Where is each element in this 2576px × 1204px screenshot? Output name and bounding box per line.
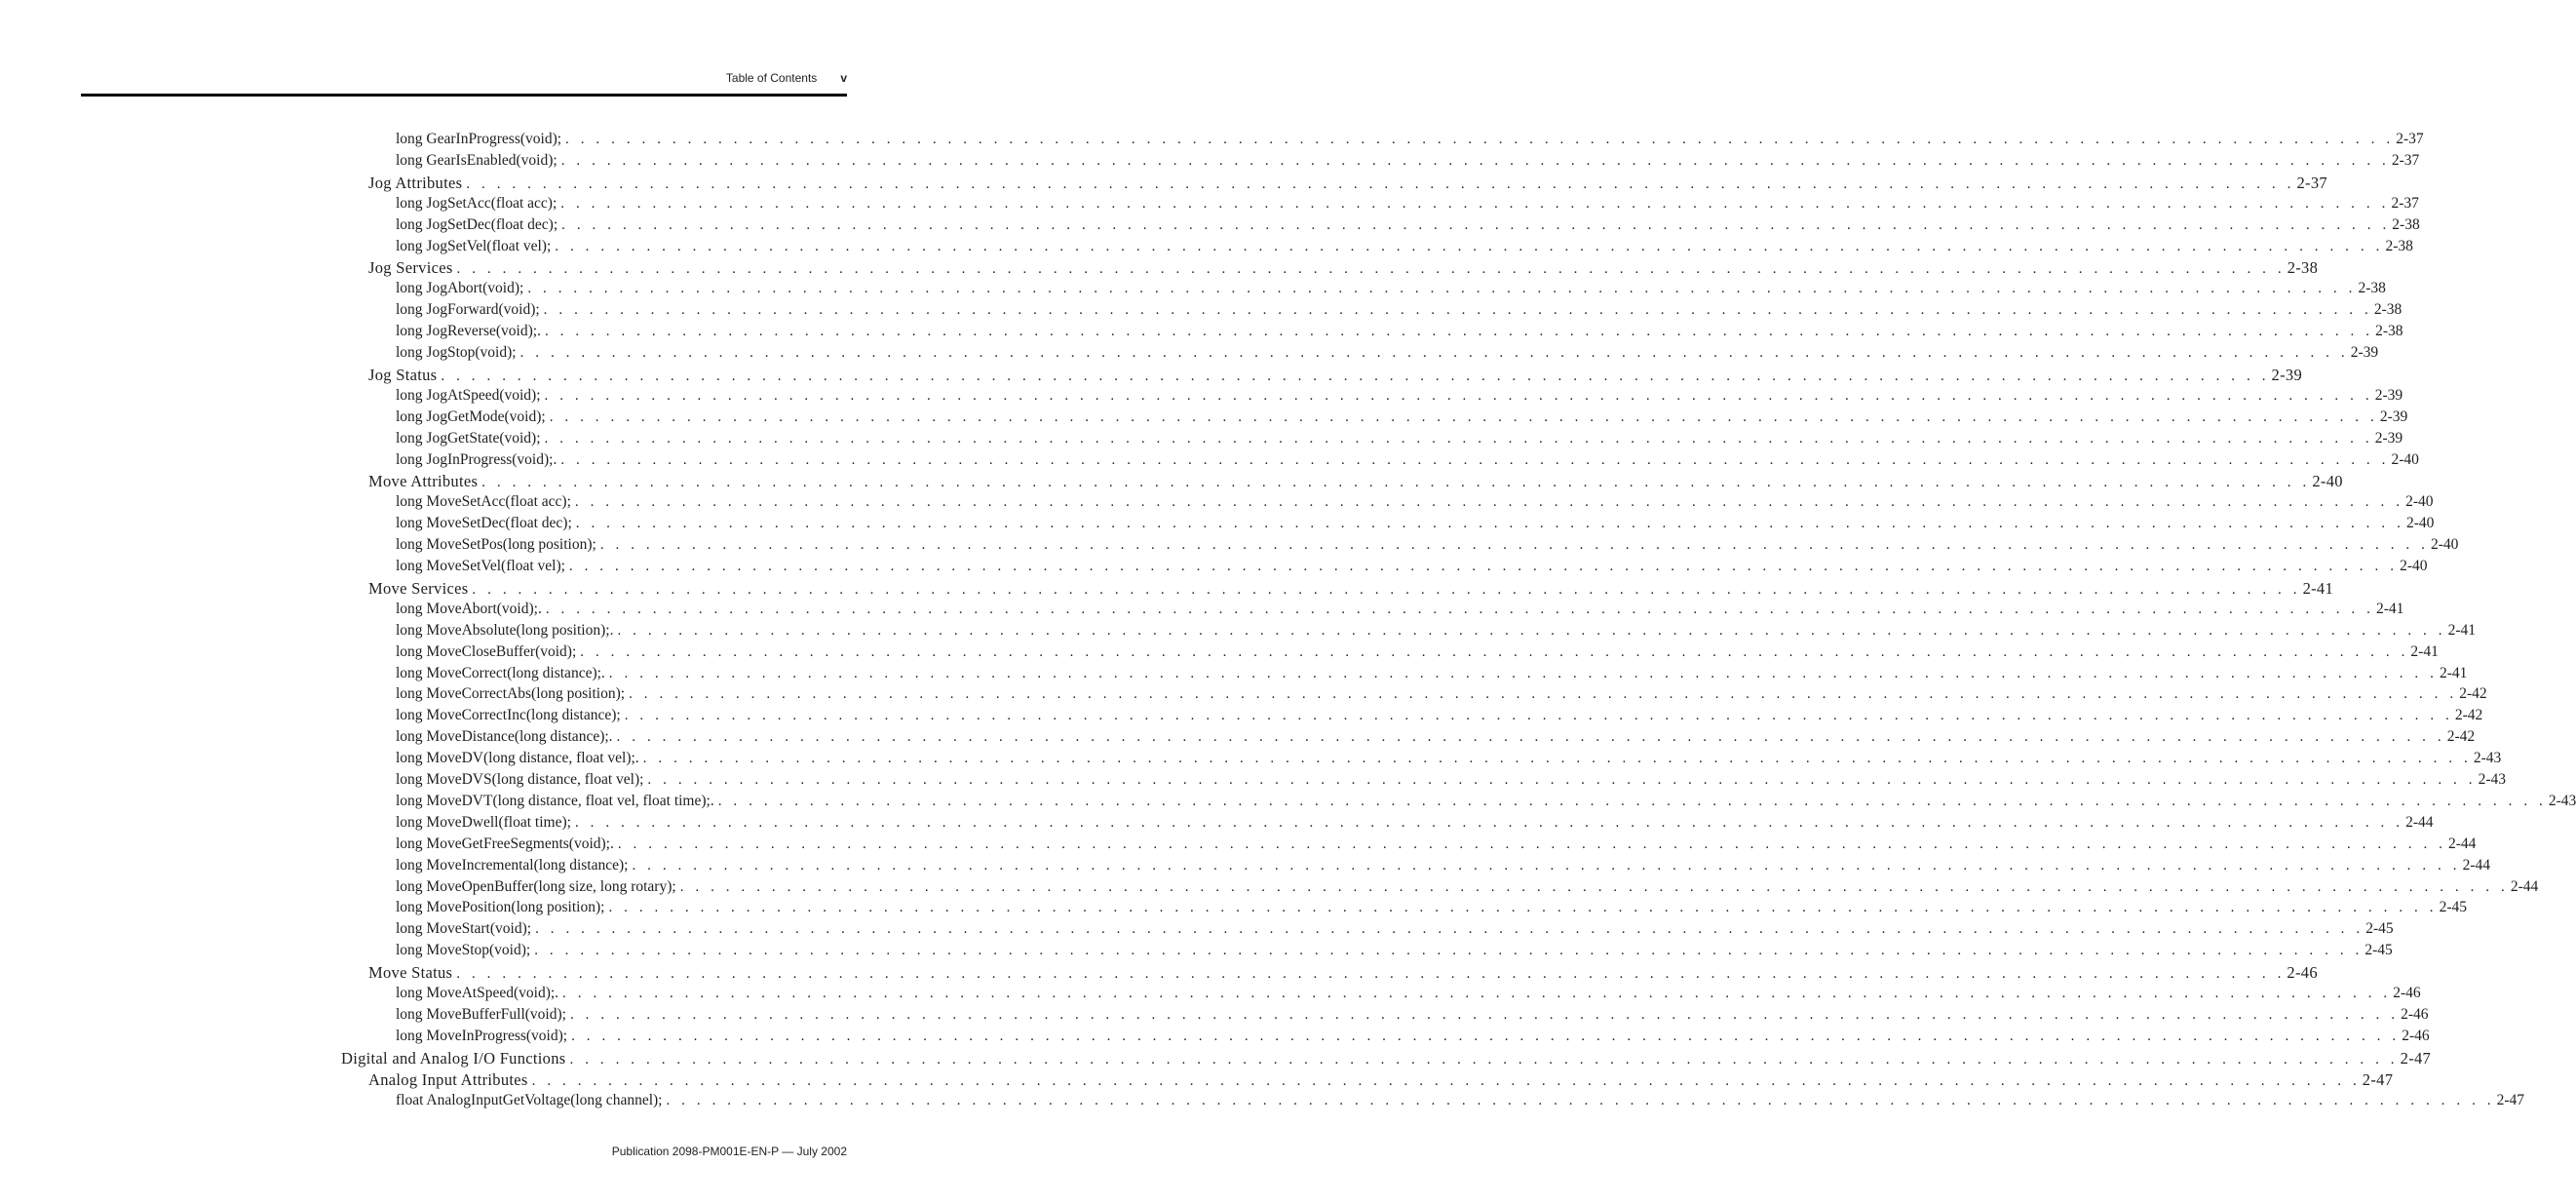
- dot-leader: . . . . . . . . . . . . . . . . . . . . . . . . . . . . . . . . . . . . . . . . . . . . . . . . . . . . . . . . . . . . . . . . . . . . . . . . . . . . . . . . . . . . . . . . . . . . . . . . . . . . . . . . . . . . . . . . . . . . . . . .: [608, 665, 2438, 681]
- dot-leader: . . . . . . . . . . . . . . . . . . . . . . . . . . . . . . . . . . . . . . . . . . . . . . . . . . . . . . . . . . . . . . . . . . . . . . . . . . . . . . . . . . . . . . . . . . . . . . . . . . . . . . . . . . . . . . . . . . . . . . . .: [642, 751, 2472, 767]
- toc-entry: [341, 1048, 2432, 1070]
- toc-entry: [396, 515, 2435, 536]
- dot-leader: . . . . . . . . . . . . . . . . . . . . . . . . . . . . . . . . . . . . . . . . . . . . . . . . . . . . . . . . . . . . . . . . . . . . . . . . . . . . . . . . . . . . . . . . . . . . . . . . . . . . . . . . . . . . . . . . . . . . . . . .: [456, 261, 2286, 278]
- toc-entry: [368, 365, 2302, 387]
- dot-leader: . . . . . . . . . . . . . . . . . . . . . . . . . . . . . . . . . . . . . . . . . . . . . . . . . . . . . . . . . . . . . . . . . . . . . . . . . . . . . . . . . . . . . . . . . . . . . . . . . . . . . . . . . . . . . . . . . . . . . . . .: [599, 537, 2429, 554]
- dot-leader: . . . . . . . . . . . . . . . . . . . . . . . . . . . . . . . . . . . . . . . . . . . . . . . . . . . . . . . . . . . . . . . . . . . . . . . . . . . . . . . . . . . . . . . . . . . . . . . . . . . . . . . . . . . . . . . . . . . . . . . .: [617, 835, 2447, 852]
- toc-entry-page: 2-37: [2391, 194, 2419, 212]
- toc-entry-page: 2-42: [2459, 685, 2487, 703]
- toc-entry: [396, 600, 2404, 622]
- toc-entry-page: 2-47: [2496, 1091, 2525, 1108]
- running-header: [726, 71, 847, 85]
- toc-entry-title: Digital and Analog I/O Functions: [341, 1048, 566, 1068]
- toc-entry: [396, 1091, 2525, 1113]
- toc-entry-page: 2-45: [2439, 899, 2468, 916]
- toc-entry: [396, 280, 2386, 301]
- toc-entry-page: 2-40: [2430, 536, 2459, 554]
- toc-entry-title: long JogSetDec(float dec);: [396, 215, 558, 233]
- toc-entry: [396, 942, 2393, 963]
- toc-entry-page: 2-39: [2374, 429, 2403, 447]
- toc-entry-page: 2-47: [2400, 1048, 2432, 1068]
- toc-entry-title: long MoveSetVel(float vel);: [396, 558, 565, 574]
- toc-entry: [396, 877, 2539, 900]
- toc-entry-title: long MoveDwell(float time);: [396, 813, 571, 831]
- dot-leader: . . . . . . . . . . . . . . . . . . . . . . . . . . . . . . . . . . . . . . . . . . . . . . . . . . . . . . . . . . . . . . . . . . . . . . . . . . . . . . . . . . . . . . . . . . . . . . . . . . . . . . . . . . . . . . . . . . . . . . . .: [466, 175, 2295, 192]
- toc-entry-page: 2-46: [2287, 963, 2318, 983]
- dot-leader: . . . . . . . . . . . . . . . . . . . . . . . . . . . . . . . . . . . . . . . . . . . . . . . . . . . . . . . . . . . . . . . . . . . . . . . . . . . . . . . . . . . . . . . . . . . . . . . . . . . . . . . . . . . . . . . . . . . . . . . .: [565, 132, 2395, 147]
- toc-entry-page: 2-38: [2373, 301, 2403, 319]
- toc-entry-page: 2-44: [2448, 835, 2477, 852]
- toc-entry: [368, 963, 2318, 985]
- dot-leader: . . . . . . . . . . . . . . . . . . . . . . . . . . . . . . . . . . . . . . . . . . . . . . . . . . . . . . . . . . . . . . . . . . . . . . . . . . . . . . . . . . . . . . . . . . . . . . . . . . . . . . . . . . . . . . . . . . . . . . . .: [679, 878, 2509, 895]
- dot-leader: . . . . . . . . . . . . . . . . . . . . . . . . . . . . . . . . . . . . . . . . . . . . . . . . . . . . . . . . . . . . . . . . . . . . . . . . . . . . . . . . . . . . . . . . . . . . . . . . . . . . . . . . . . . . . . . . . . . . . . . .: [531, 1072, 2361, 1089]
- toc-entry-page: 2-39: [2271, 365, 2302, 384]
- toc-entry-title: long MoveAtSpeed(void);.: [396, 985, 559, 1001]
- dot-leader: . . . . . . . . . . . . . . . . . . . . . . . . . . . . . . . . . . . . . . . . . . . . . . . . . . . . . . . . . . . . . . . . . . . . . . . . . . . . . . . . . . . . . . . . . . . . . . . . . . . . . . . . . . . . . . . . . . . . . . . .: [545, 601, 2374, 617]
- toc-entry-page: 2-41: [2447, 621, 2477, 639]
- publication-footer: Publication 2098-PM001E-EN-P — July 2002: [611, 1145, 847, 1158]
- toc-entry: [396, 237, 2413, 259]
- toc-entry-title: long MoveOpenBuffer(long size, long rotary);: [396, 877, 676, 895]
- toc-entry-title: long JogReverse(void);.: [396, 323, 541, 340]
- dot-leader: . . . . . . . . . . . . . . . . . . . . . . . . . . . . . . . . . . . . . . . . . . . . . . . . . . . . . . . . . . . . . . . . . . . . . . . . . . . . . . . . . . . . . . . . . . . . . . . . . . . . . . . . . . . . . . . . . . . . . . . .: [527, 281, 2357, 297]
- toc-entry-title: long MoveCorrect(long distance);.: [396, 664, 605, 681]
- toc-entry-page: 2-40: [2405, 515, 2435, 532]
- toc-entry: [396, 985, 2421, 1006]
- toc-entry-page: 2-39: [2350, 344, 2379, 361]
- toc-entry-title: long JogGetMode(void);: [396, 408, 546, 425]
- toc-entry-page: 2-44: [2510, 877, 2539, 895]
- toc-entry: [396, 750, 2502, 771]
- toc-entry-title: Move Status: [368, 963, 453, 983]
- dot-leader: . . . . . . . . . . . . . . . . . . . . . . . . . . . . . . . . . . . . . . . . . . . . . . . . . . . . . . . . . . . . . . . . . . . . . . . . . . . . . . . . . . . . . . . . . . . . . . . . . . . . . . . . . . . . . . . . . . . . . . . .: [666, 1092, 2495, 1108]
- dot-leader: . . . . . . . . . . . . . . . . . . . . . . . . . . . . . . . . . . . . . . . . . . . . . . . . . . . . . . . . . . . . . . . . . . . . . . . . . . . . . . . . . . . . . . . . . . . . . . . . . . . . . . . . . . . . . . . . . . . . . . . .: [519, 345, 2349, 361]
- toc-entry-title: long MoveStop(void);: [396, 942, 531, 959]
- toc-entry-title: long JogForward(void);: [396, 301, 540, 319]
- toc-entry-page: 2-38: [2392, 215, 2420, 233]
- toc-entry-page: 2-43: [2473, 750, 2502, 767]
- toc-entry-page: 2-39: [2379, 408, 2408, 425]
- toc-entry: [396, 151, 2420, 174]
- toc-entry-page: 2-47: [2362, 1069, 2394, 1089]
- toc-entry-title: long JogGetState(void);: [396, 429, 541, 447]
- dot-leader: . . . . . . . . . . . . . . . . . . . . . . . . . . . . . . . . . . . . . . . . . . . . . . . . . . . . . . . . . . . . . . . . . . . . . . . . . . . . . . . . . . . . . . . . . . . . . . . . . . . . . . . . . . . . . . . . . . . . . . . .: [481, 475, 2311, 491]
- toc-entry-title: long MoveStart(void);: [396, 920, 532, 938]
- toc-entry: [396, 899, 2468, 920]
- toc-entry: [396, 792, 2576, 814]
- toc-entry-title: float AnalogInputGetVoltage(long channel);: [396, 1091, 663, 1108]
- header-rule: [81, 94, 847, 97]
- toc-entry: [396, 1027, 2430, 1049]
- toc-entry-page: 2-42: [2446, 728, 2476, 746]
- toc-entry: [396, 771, 2506, 793]
- toc-entry: [396, 835, 2477, 857]
- dot-leader: . . . . . . . . . . . . . . . . . . . . . . . . . . . . . . . . . . . . . . . . . . . . . . . . . . . . . . . . . . . . . . . . . . . . . . . . . . . . . . . . . . . . . . . . . . . . . . . . . . . . . . . . . . . . . . . . . . . . . . . .: [544, 430, 2373, 447]
- dot-leader: . . . . . . . . . . . . . . . . . . . . . . . . . . . . . . . . . . . . . . . . . . . . . . . . . . . . . . . . . . . . . . . . . . . . . . . . . . . . . . . . . . . . . . . . . . . . . . . . . . . . . . . . . . . . . . . . . . . . . . . .: [647, 772, 2477, 788]
- dot-leader: . . . . . . . . . . . . . . . . . . . . . . . . . . . . . . . . . . . . . . . . . . . . . . . . . . . . . . . . . . . . . . . . . . . . . . . . . . . . . . . . . . . . . . . . . . . . . . . . . . . . . . . . . . . . . . . . . . . . . . . .: [624, 708, 2453, 724]
- toc-entry-title: long JogSetAcc(float acc);: [396, 194, 557, 212]
- toc-entry: [396, 642, 2439, 665]
- toc-entry-page: 2-43: [2478, 771, 2506, 788]
- toc-entry-page: 2-40: [2405, 493, 2434, 511]
- toc-entry-page: 2-38: [2358, 280, 2386, 297]
- toc-entry-title: long MoveAbort(void);.: [396, 600, 542, 617]
- toc-entry-title: long MoveDVS(long distance, float vel);: [396, 771, 644, 788]
- toc-entry-title: long MoveBufferFull(void);: [396, 1005, 566, 1023]
- dot-leader: . . . . . . . . . . . . . . . . . . . . . . . . . . . . . . . . . . . . . . . . . . . . . . . . . . . . . . . . . . . . . . . . . . . . . . . . . . . . . . . . . . . . . . . . . . . . . . . . . . . . . . . . . . . . . . . . . . . . . . . .: [535, 921, 2365, 938]
- toc-entry: [396, 215, 2420, 238]
- toc-entry-title: long MoveAbsolute(long position);.: [396, 621, 614, 639]
- toc-entry-page: 2-41: [2439, 664, 2468, 681]
- dot-leader: . . . . . . . . . . . . . . . . . . . . . . . . . . . . . . . . . . . . . . . . . . . . . . . . . . . . . . . . . . . . . . . . . . . . . . . . . . . . . . . . . . . . . . . . . . . . . . . . . . . . . . . . . . . . . . . . . . . . . . . .: [555, 238, 2384, 254]
- toc-entry-page: 2-37: [2391, 151, 2420, 169]
- dot-leader: . . . . . . . . . . . . . . . . . . . . . . . . . . . . . . . . . . . . . . . . . . . . . . . . . . . . . . . . . . . . . . . . . . . . . . . . . . . . . . . . . . . . . . . . . . . . . . . . . . . . . . . . . . . . . . . . . . . . . . . .: [569, 1051, 2399, 1068]
- toc-entry: [396, 621, 2477, 643]
- toc-entry-page: 2-40: [2312, 472, 2343, 491]
- toc-entry-title: long MoveSetPos(long position);: [396, 536, 596, 554]
- toc-entry-page: 2-40: [2391, 450, 2419, 468]
- toc-entry: [396, 536, 2459, 558]
- toc-entry-title: long MoveCorrectInc(long distance);: [396, 707, 621, 724]
- toc-entry-title: Move Services: [368, 578, 469, 598]
- toc-entry-title: long MoveDVT(long distance, float vel, float time);.: [396, 792, 714, 809]
- toc-entry-page: 2-38: [2287, 258, 2319, 278]
- dot-leader: . . . . . . . . . . . . . . . . . . . . . . . . . . . . . . . . . . . . . . . . . . . . . . . . . . . . . . . . . . . . . . . . . . . . . . . . . . . . . . . . . . . . . . . . . . . . . . . . . . . . . . . . . . . . . . . . . . . . . . . .: [472, 581, 2301, 598]
- toc-entry: [396, 301, 2403, 323]
- toc-entry: [396, 386, 2403, 408]
- toc-entry-page: 2-41: [2302, 578, 2334, 598]
- dot-leader: . . . . . . . . . . . . . . . . . . . . . . . . . . . . . . . . . . . . . . . . . . . . . . . . . . . . . . . . . . . . . . . . . . . . . . . . . . . . . . . . . . . . . . . . . . . . . . . . . . . . . . . . . . . . . . . . . . . . . . . .: [580, 643, 2409, 660]
- toc-entry-page: 2-45: [2365, 942, 2393, 959]
- dot-leader: . . . . . . . . . . . . . . . . . . . . . . . . . . . . . . . . . . . . . . . . . . . . . . . . . . . . . . . . . . . . . . . . . . . . . . . . . . . . . . . . . . . . . . . . . . . . . . . . . . . . . . . . . . . . . . . . . . . . . . . .: [562, 986, 2392, 1001]
- toc-entry: [396, 856, 2491, 878]
- toc-entry: [396, 813, 2434, 835]
- dot-leader: . . . . . . . . . . . . . . . . . . . . . . . . . . . . . . . . . . . . . . . . . . . . . . . . . . . . . . . . . . . . . . . . . . . . . . . . . . . . . . . . . . . . . . . . . . . . . . . . . . . . . . . . . . . . . . . . . . . . . . . .: [568, 559, 2399, 574]
- header-title: Table of Contents: [725, 71, 818, 85]
- toc-entry: [396, 493, 2434, 515]
- toc-entry: [396, 344, 2379, 366]
- toc-entry-title: Jog Status: [368, 365, 438, 384]
- toc-entry: [396, 408, 2408, 430]
- toc-entry-title: long MoveDV(long distance, float vel);.: [396, 750, 639, 767]
- toc-entry-page: 2-43: [2548, 792, 2576, 809]
- toc-entry-title: Jog Attributes: [368, 173, 463, 192]
- toc-entry: [396, 707, 2483, 728]
- dot-leader: . . . . . . . . . . . . . . . . . . . . . . . . . . . . . . . . . . . . . . . . . . . . . . . . . . . . . . . . . . . . . . . . . . . . . . . . . . . . . . . . . . . . . . . . . . . . . . . . . . . . . . . . . . . . . . . . . . . . . . . .: [717, 793, 2547, 809]
- dot-leader: . . . . . . . . . . . . . . . . . . . . . . . . . . . . . . . . . . . . . . . . . . . . . . . . . . . . . . . . . . . . . . . . . . . . . . . . . . . . . . . . . . . . . . . . . . . . . . . . . . . . . . . . . . . . . . . . . . . . . . . .: [629, 686, 2458, 703]
- toc-entry-title: long MoveIncremental(long distance);: [396, 856, 629, 874]
- dot-leader: . . . . . . . . . . . . . . . . . . . . . . . . . . . . . . . . . . . . . . . . . . . . . . . . . . . . . . . . . . . . . . . . . . . . . . . . . . . . . . . . . . . . . . . . . . . . . . . . . . . . . . . . . . . . . . . . . . . . . . . .: [575, 516, 2404, 532]
- toc-entry-page: 2-37: [2296, 173, 2327, 192]
- toc-entry-page: 2-38: [2385, 237, 2413, 254]
- toc-entry-title: long GearIsEnabled(void);: [396, 151, 557, 169]
- toc-entry-title: long MoveCorrectAbs(long position);: [396, 685, 626, 703]
- toc-entry-page: 2-46: [2393, 985, 2421, 1001]
- dot-leader: . . . . . . . . . . . . . . . . . . . . . . . . . . . . . . . . . . . . . . . . . . . . . . . . . . . . . . . . . . . . . . . . . . . . . . . . . . . . . . . . . . . . . . . . . . . . . . . . . . . . . . . . . . . . . . . . . . . . . . . .: [560, 195, 2390, 212]
- dot-leader: . . . . . . . . . . . . . . . . . . . . . . . . . . . . . . . . . . . . . . . . . . . . . . . . . . . . . . . . . . . . . . . . . . . . . . . . . . . . . . . . . . . . . . . . . . . . . . . . . . . . . . . . . . . . . . . . . . . . . . . .: [560, 152, 2390, 169]
- dot-leader: . . . . . . . . . . . . . . . . . . . . . . . . . . . . . . . . . . . . . . . . . . . . . . . . . . . . . . . . . . . . . . . . . . . . . . . . . . . . . . . . . . . . . . . . . . . . . . . . . . . . . . . . . . . . . . . . . . . . . . . .: [561, 216, 2391, 233]
- toc-entry: [396, 728, 2476, 750]
- toc-entry: [396, 664, 2468, 686]
- toc-entry: [396, 920, 2394, 942]
- toc-entry: [368, 258, 2319, 280]
- dot-leader: . . . . . . . . . . . . . . . . . . . . . . . . . . . . . . . . . . . . . . . . . . . . . . . . . . . . . . . . . . . . . . . . . . . . . . . . . . . . . . . . . . . . . . . . . . . . . . . . . . . . . . . . . . . . . . . . . . . . . . . .: [543, 302, 2372, 319]
- toc-entry-title: long JogSetVel(float vel);: [396, 237, 552, 254]
- dot-leader: . . . . . . . . . . . . . . . . . . . . . . . . . . . . . . . . . . . . . . . . . . . . . . . . . . . . . . . . . . . . . . . . . . . . . . . . . . . . . . . . . . . . . . . . . . . . . . . . . . . . . . . . . . . . . . . . . . . . . . . .: [571, 1028, 2401, 1044]
- toc-entry-title: long MoveInProgress(void);: [396, 1027, 568, 1044]
- toc-entry-title: long MoveGetFreeSegments(void);.: [396, 835, 614, 852]
- toc-entry: [396, 194, 2419, 216]
- dot-leader: . . . . . . . . . . . . . . . . . . . . . . . . . . . . . . . . . . . . . . . . . . . . . . . . . . . . . . . . . . . . . . . . . . . . . . . . . . . . . . . . . . . . . . . . . . . . . . . . . . . . . . . . . . . . . . . . . . . . . . . .: [456, 966, 2286, 983]
- dot-leader: . . . . . . . . . . . . . . . . . . . . . . . . . . . . . . . . . . . . . . . . . . . . . . . . . . . . . . . . . . . . . . . . . . . . . . . . . . . . . . . . . . . . . . . . . . . . . . . . . . . . . . . . . . . . . . . . . . . . . . . .: [574, 494, 2404, 511]
- toc-entry-title: long MoveSetAcc(float acc);: [396, 493, 571, 511]
- toc-entry-page: 2-42: [2454, 707, 2483, 724]
- toc-entry: [368, 1069, 2394, 1092]
- dot-leader: . . . . . . . . . . . . . . . . . . . . . . . . . . . . . . . . . . . . . . . . . . . . . . . . . . . . . . . . . . . . . . . . . . . . . . . . . . . . . . . . . . . . . . . . . . . . . . . . . . . . . . . . . . . . . . . . . . . . . . . .: [560, 451, 2390, 468]
- toc-entry-title: long JogInProgress(void);.: [396, 450, 557, 468]
- toc-entry-page: 2-45: [2365, 920, 2394, 938]
- toc-entry-page: 2-39: [2374, 386, 2403, 404]
- toc-entry-title: long JogAbort(void);: [396, 280, 524, 297]
- toc-entry: [368, 173, 2327, 195]
- toc-entry: [396, 323, 2403, 344]
- toc-entry-page: 2-44: [2462, 856, 2491, 874]
- toc-entry-title: long GearInProgress(void);: [396, 131, 562, 147]
- toc-entry-title: Move Attributes: [368, 472, 479, 491]
- toc-entry: [396, 131, 2424, 152]
- toc-entry-page: 2-44: [2405, 813, 2434, 831]
- toc-entry-page: 2-46: [2402, 1027, 2430, 1044]
- toc-entry: [396, 558, 2428, 579]
- toc-entry-page: 2-41: [2375, 600, 2404, 617]
- toc-entry-page: 2-46: [2401, 1005, 2429, 1023]
- dot-leader: . . . . . . . . . . . . . . . . . . . . . . . . . . . . . . . . . . . . . . . . . . . . . . . . . . . . . . . . . . . . . . . . . . . . . . . . . . . . . . . . . . . . . . . . . . . . . . . . . . . . . . . . . . . . . . . . . . . . . . . .: [569, 1006, 2400, 1023]
- dot-leader: . . . . . . . . . . . . . . . . . . . . . . . . . . . . . . . . . . . . . . . . . . . . . . . . . . . . . . . . . . . . . . . . . . . . . . . . . . . . . . . . . . . . . . . . . . . . . . . . . . . . . . . . . . . . . . . . . . . . . . . .: [544, 324, 2374, 340]
- toc-entry-title: long JogStop(void);: [396, 344, 517, 361]
- dot-leader: . . . . . . . . . . . . . . . . . . . . . . . . . . . . . . . . . . . . . . . . . . . . . . . . . . . . . . . . . . . . . . . . . . . . . . . . . . . . . . . . . . . . . . . . . . . . . . . . . . . . . . . . . . . . . . . . . . . . . . . .: [616, 729, 2445, 746]
- dot-leader: . . . . . . . . . . . . . . . . . . . . . . . . . . . . . . . . . . . . . . . . . . . . . . . . . . . . . . . . . . . . . . . . . . . . . . . . . . . . . . . . . . . . . . . . . . . . . . . . . . . . . . . . . . . . . . . . . . . . . . . .: [632, 857, 2461, 874]
- toc-entry-title: long MoveDistance(long distance);.: [396, 728, 613, 746]
- dot-leader: . . . . . . . . . . . . . . . . . . . . . . . . . . . . . . . . . . . . . . . . . . . . . . . . . . . . . . . . . . . . . . . . . . . . . . . . . . . . . . . . . . . . . . . . . . . . . . . . . . . . . . . . . . . . . . . . . . . . . . . .: [441, 368, 2270, 384]
- dot-leader: . . . . . . . . . . . . . . . . . . . . . . . . . . . . . . . . . . . . . . . . . . . . . . . . . . . . . . . . . . . . . . . . . . . . . . . . . . . . . . . . . . . . . . . . . . . . . . . . . . . . . . . . . . . . . . . . . . . . . . . .: [534, 943, 2364, 959]
- toc-entry-page: 2-37: [2396, 131, 2424, 147]
- toc-entry-title: long JogAtSpeed(void);: [396, 386, 541, 404]
- dot-leader: . . . . . . . . . . . . . . . . . . . . . . . . . . . . . . . . . . . . . . . . . . . . . . . . . . . . . . . . . . . . . . . . . . . . . . . . . . . . . . . . . . . . . . . . . . . . . . . . . . . . . . . . . . . . . . . . . . . . . . . .: [549, 408, 2378, 425]
- dot-leader: . . . . . . . . . . . . . . . . . . . . . . . . . . . . . . . . . . . . . . . . . . . . . . . . . . . . . . . . . . . . . . . . . . . . . . . . . . . . . . . . . . . . . . . . . . . . . . . . . . . . . . . . . . . . . . . . . . . . . . . .: [617, 622, 2446, 639]
- toc-entry-title: Jog Services: [368, 258, 453, 278]
- toc-entry: [396, 429, 2403, 451]
- toc-entry: [396, 685, 2487, 707]
- toc-entry-title: Analog Input Attributes: [368, 1069, 528, 1089]
- toc-entry-title: long MoveSetDec(float dec);: [396, 515, 572, 532]
- toc-entry: [368, 578, 2334, 601]
- dot-leader: . . . . . . . . . . . . . . . . . . . . . . . . . . . . . . . . . . . . . . . . . . . . . . . . . . . . . . . . . . . . . . . . . . . . . . . . . . . . . . . . . . . . . . . . . . . . . . . . . . . . . . . . . . . . . . . . . . . . . . . .: [574, 814, 2404, 831]
- toc-entry-page: 2-38: [2375, 323, 2403, 340]
- toc-entry: [396, 450, 2419, 473]
- toc-entry-title: long MovePosition(long position);: [396, 899, 605, 916]
- toc-entry: [368, 472, 2343, 493]
- toc-entry-page: 2-41: [2410, 642, 2439, 660]
- header-page-number: v: [840, 71, 847, 85]
- dot-leader: . . . . . . . . . . . . . . . . . . . . . . . . . . . . . . . . . . . . . . . . . . . . . . . . . . . . . . . . . . . . . . . . . . . . . . . . . . . . . . . . . . . . . . . . . . . . . . . . . . . . . . . . . . . . . . . . . . . . . . . .: [608, 900, 2438, 916]
- toc-entry-title: long MoveCloseBuffer(void);: [396, 642, 577, 660]
- dot-leader: . . . . . . . . . . . . . . . . . . . . . . . . . . . . . . . . . . . . . . . . . . . . . . . . . . . . . . . . . . . . . . . . . . . . . . . . . . . . . . . . . . . . . . . . . . . . . . . . . . . . . . . . . . . . . . . . . . . . . . . .: [544, 387, 2373, 404]
- toc-entry: [396, 1005, 2429, 1028]
- toc-entry-page: 2-40: [2400, 558, 2428, 574]
